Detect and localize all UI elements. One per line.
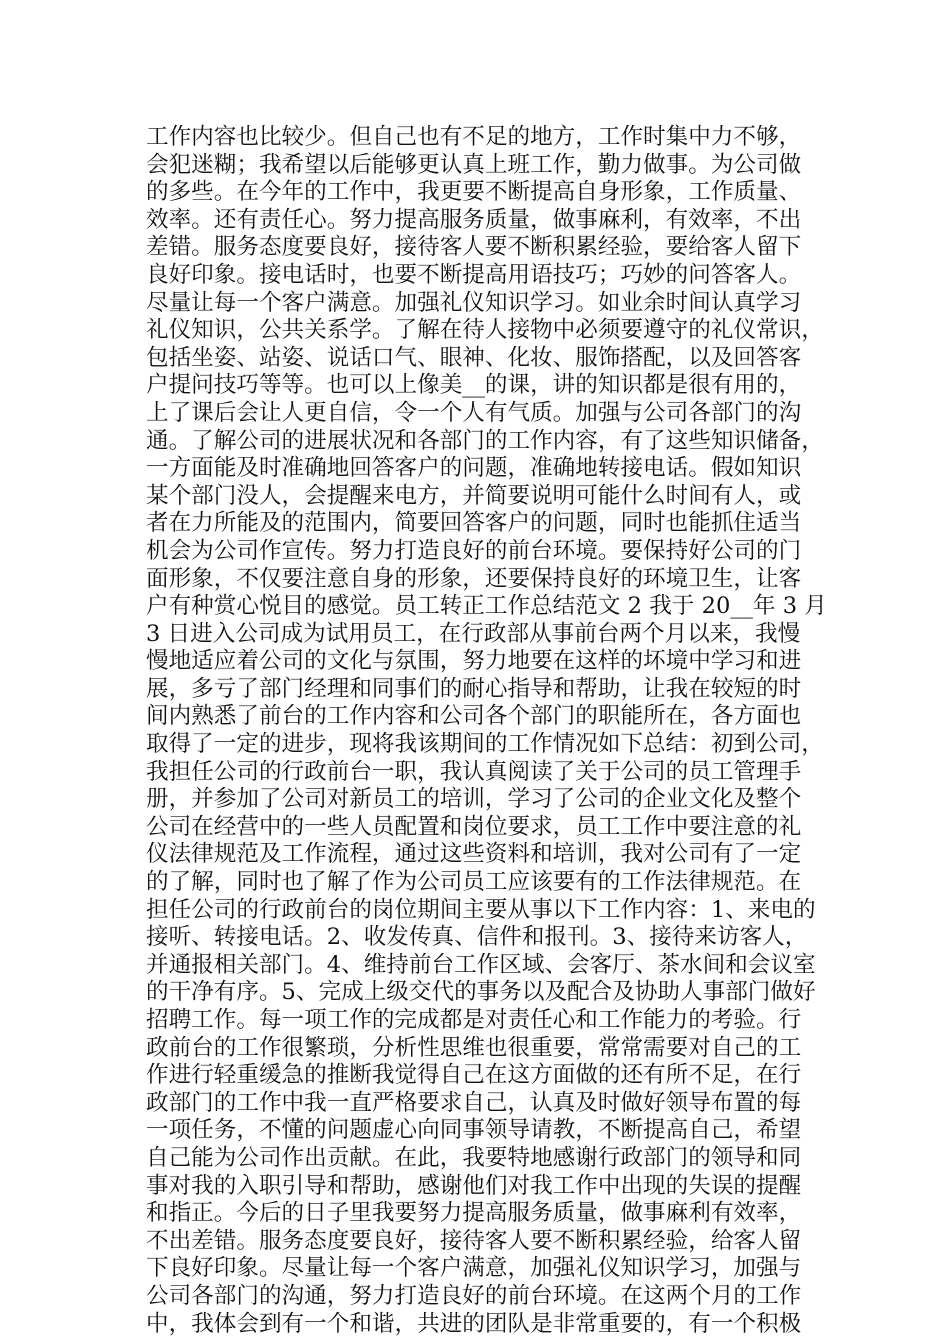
text-line: 效率。还有责任心。努力提高服务质量，做事麻利，有效率，不出 — [146, 206, 802, 233]
text-line: 政部门的工作中我一直严格要求自己，认真及时做好领导布置的每 — [146, 1089, 802, 1116]
text-line: 招聘工作。每一项工作的完成都是对责任心和工作能力的考验。行 — [146, 1007, 802, 1033]
text-line: 和指正。今后的日子里我要努力提高服务质量，做事麻利有效率， — [146, 1200, 802, 1227]
text-line: 政前台的工作很繁琐，分析性思维也很重要，常常需要对自己的工 — [146, 1034, 802, 1061]
text-line: 不出差错。服务态度要良好，接待客人要不断积累经验，给客人留 — [146, 1227, 802, 1254]
text-line: 的了解，同时也了解了作为公司员工应该要有的工作法律规范。在 — [146, 869, 802, 896]
text-line: 一方面能及时准确地回答客户的问题，准确地转接电话。假如知识 — [146, 455, 802, 482]
text-line: 慢地适应着公司的文化与氛围，努力地要在这样的坏境中学习和进 — [146, 648, 802, 675]
text-line: 礼仪知识，公共关系学。了解在待人接物中必须要遵守的礼仪常识， — [146, 317, 824, 344]
text-line: 上了课后会让人更自信，令一个人有气质。加强与公司各部门的沟 — [146, 399, 802, 426]
text-line: 3 日进入公司成为试用员工，在行政部从事前台两个月以来，我慢 — [146, 620, 801, 647]
text-line: 包括坐姿、站姿、说话口气、眼神、化妆、服饰搭配，以及回答客 — [146, 344, 802, 371]
text-line: 通。了解公司的进展状况和各部门的工作内容，有了这些知识储备， — [146, 427, 824, 454]
text-line: 一项任务，不懂的问题虚心向同事领导请教，不断提高自己，希望 — [146, 1117, 802, 1144]
text-line: 自己能为公司作出贡献。在此，我要特地感谢行政部门的领导和同 — [146, 1144, 802, 1171]
text-line: 担任公司的行政前台的岗位期间主要从事以下工作内容：1、来电的 — [146, 896, 816, 923]
text-line: 并通报相关部门。4、维持前台工作区域、会客厅、茶水间和会议室 — [146, 951, 816, 978]
text-line: 中，我体会到有一个和谐，共进的团队是非常重要的，有一个积极 — [146, 1310, 802, 1337]
text-line: 公司各部门的沟通，努力打造良好的前台环境。在这两个月的工作 — [146, 1282, 802, 1309]
text-line: 作进行轻重缓急的推断我觉得自己在这方面做的还有所不足，在行 — [146, 1062, 802, 1089]
text-line: 接听、转接电话。2、收发传真、信件和报刊。3、接待来访客人， — [146, 924, 808, 951]
text-line: 取得了一定的进步，现将我该期间的工作情况如下总结：初到公司， — [146, 731, 824, 758]
text-line: 户提问技巧等等。也可以上像美__的课，讲的知识都是很有用的， — [146, 372, 802, 399]
text-line: 间内熟悉了前台的工作内容和公司各个部门的职能所在，各方面也 — [146, 703, 802, 730]
text-line: 机会为公司作宣传。努力打造良好的前台环境。要保持好公司的门 — [146, 537, 802, 564]
text-line: 仪法律规范及工作流程，通过这些资料和培训，我对公司有了一定 — [146, 841, 802, 868]
text-line: 公司在经营中的一些人员配置和岗位要求，员工工作中要注意的礼 — [146, 813, 802, 840]
text-line: 差错。服务态度要良好，接待客人要不断积累经验，要给客人留下 — [146, 234, 802, 261]
text-line: 户有种赏心悦目的感觉。员工转正工作总结范文 2 我于 20__年 3 月 — [146, 593, 827, 620]
text-line: 面形象，不仅要注意自身的形象，还要保持良好的环境卫生，让客 — [146, 565, 802, 592]
text-line: 者在力所能及的范围内，简要回答客户的问题，同时也能抓住适当 — [146, 510, 802, 537]
text-line: 册，并参加了公司对新员工的培训，学习了公司的企业文化及整个 — [146, 786, 802, 813]
text-line: 的干净有序。5、完成上级交代的事务以及配合及协助人事部门做好 — [146, 979, 816, 1006]
text-line: 下良好印象。尽量让每一个客户满意，加强礼仪知识学习，加强与 — [146, 1255, 802, 1282]
text-line: 工作内容也比较少。但自己也有不足的地方，工作时集中力不够， — [146, 124, 802, 150]
body-text — [146, 124, 836, 1338]
text-line: 良好印象。接电话时，也要不断提高用语技巧；巧妙的问答客人。 — [146, 261, 802, 288]
text-line: 展，多亏了部门经理和同事们的耐心指导和帮助，让我在较短的时 — [146, 675, 802, 702]
text-line: 某个部门没人，会提醒来电方，并简要说明可能什么时间有人，或 — [146, 482, 802, 509]
text-line: 尽量让每一个客户满意。加强礼仪知识学习。如业余时间认真学习 — [146, 289, 802, 316]
text-line: 事对我的入职引导和帮助，感谢他们对我工作中出现的失误的提醒 — [146, 1172, 802, 1199]
text-line: 的多些。在今年的工作中，我更要不断提高自身形象，工作质量、 — [146, 179, 802, 206]
text-line: 会犯迷糊；我希望以后能够更认真上班工作，勤力做事。为公司做 — [146, 151, 802, 178]
text-line: 我担任公司的行政前台一职，我认真阅读了关于公司的员工管理手 — [146, 758, 802, 785]
